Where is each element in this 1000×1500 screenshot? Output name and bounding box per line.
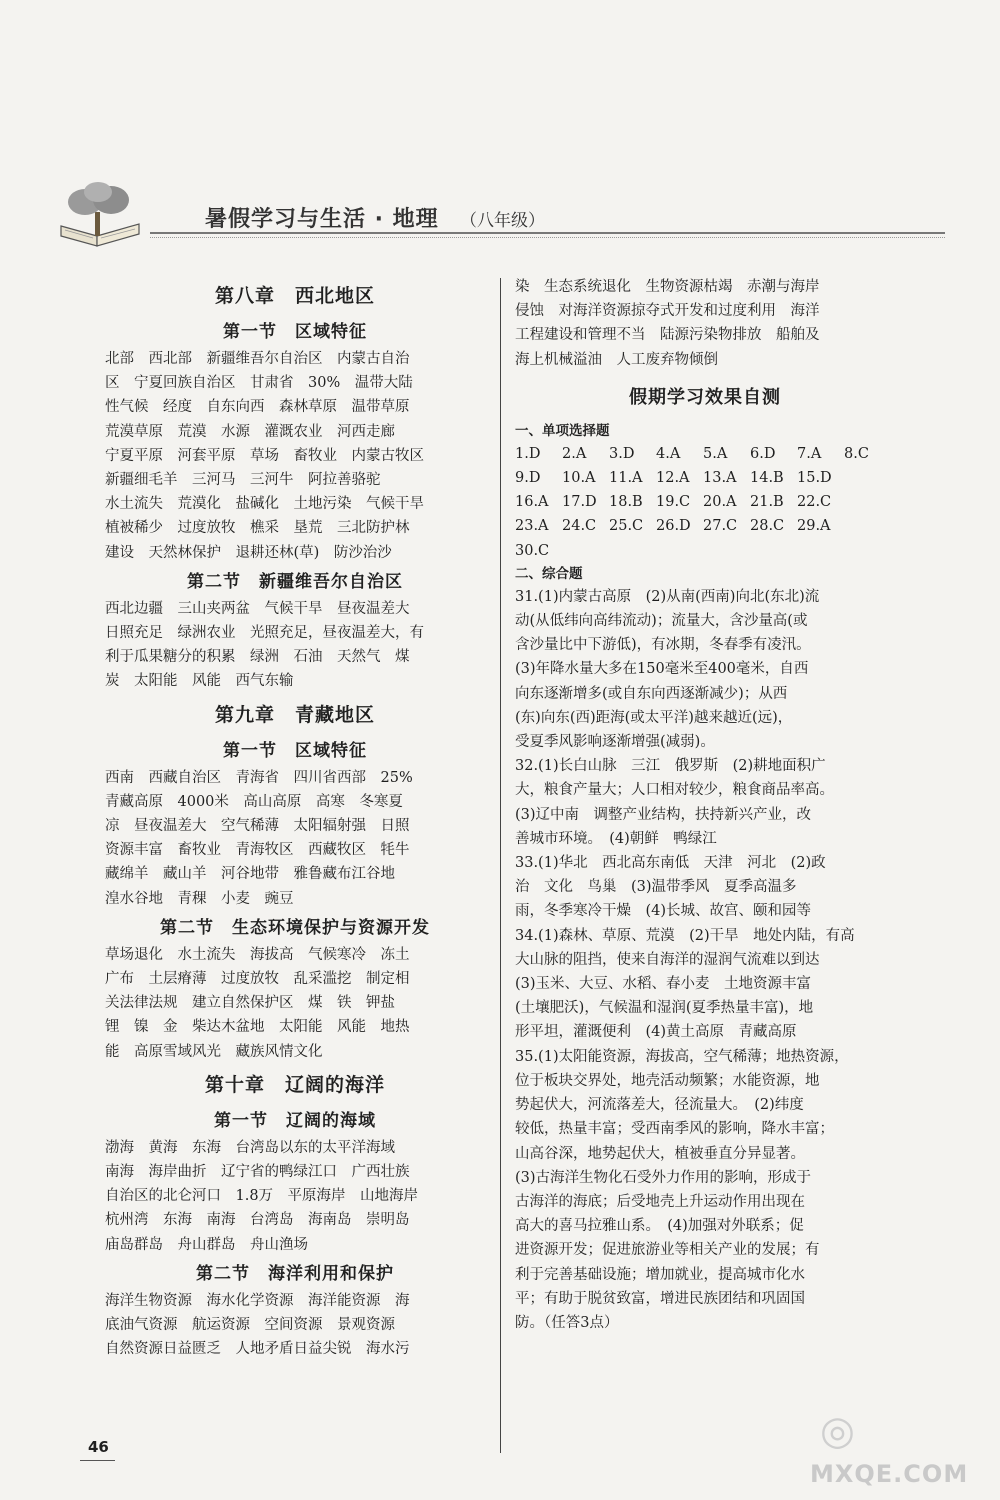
q35-line: 较低，热量丰富；受西南季风的影响，降水丰富； [515,1121,834,1138]
answer-line: 底油气资源 航运资源 空间资源 景观资源 [105,1317,395,1334]
mc-answer: 27.C [703,518,738,535]
q34-line: (3)玉米、大豆、水稻、春小麦 土地资源丰富 [515,976,812,993]
answer-line: 北部 西北部 新疆维吾尔自治区 内蒙古自治 [105,351,410,367]
mc-answer: 15.D [797,470,832,487]
answer-line: 藏绵羊 藏山羊 河谷地带 雅鲁藏布江谷地 [105,866,395,883]
answer-line: 能 高原雪域风光 藏族风情文化 [105,1043,323,1060]
page-header [55,180,945,250]
answer-line: 染 生态系统退化 生物资源枯竭 赤潮与海岸 [515,279,820,295]
q35-line: (3)古海洋生物化石受外力作用的影响，形成于 [515,1169,812,1186]
mc-answer: 21.B [750,494,784,511]
ch8-section-2-title: 第二节 新疆维吾尔自治区 [187,571,403,592]
q31-line: 31.(1)内蒙古高原 (2)从南(西南)向北(东北)流 [515,588,820,605]
ch9-section-1-title: 第一节 区域特征 [223,740,367,761]
answer-line: 性气候 经度 自东向西 森林草原 温带草原 [105,399,410,416]
mc-answer: 25.C [609,518,644,535]
mc-answer: 2.A [562,445,587,462]
watermark-logo-icon: ◎ [820,1408,855,1454]
mc-answer: 4.A [656,445,681,462]
book-title: 暑假学习与生活 · 地理 [205,207,439,232]
mc-answer: 17.D [562,494,597,511]
comprehensive-heading: 二、综合题 [515,565,583,582]
mc-answer: 8.C [844,445,869,462]
page-number-rule [80,1460,115,1461]
q35-line: 位于板块交界处，地壳活动频繁；水能资源，地 [515,1072,820,1089]
ch8-section-1-title: 第一节 区域特征 [223,322,367,342]
mc-answer: 7.A [797,445,822,462]
answer-line: 炭 太阳能 风能 西气东输 [105,673,294,690]
mc-answer: 14.B [750,470,784,487]
answer-line: 南海 海岸曲折 辽宁省的鸭绿江口 广西壮族 [105,1164,410,1181]
grade-label: （八年级） [460,211,545,231]
mc-answer: 16.A [515,494,549,511]
multiple-choice-heading: 一、单项选择题 [515,422,610,439]
mc-answer-row [515,466,895,490]
mc-answer: 28.C [750,518,785,535]
q34-line: (土壤肥沃)，气候温和湿润(夏季热量丰富)，地 [515,1000,814,1017]
answer-line: 凉 昼夜温差大 空气稀薄 太阳辐射强 日照 [105,818,410,835]
q31-line: 受夏季风影响逐渐增强(减弱)。 [515,734,715,751]
header-rule-dotted [150,237,945,238]
mc-answer-row [515,539,895,563]
q32-line: 善城市环境。 (4)朝鲜 鸭绿江 [515,830,717,847]
mc-answer: 19.C [656,494,691,511]
mc-answer-row [515,514,895,538]
mc-answer: 26.D [656,518,691,535]
mc-answer: 11.A [609,470,643,487]
mc-answer: 24.C [562,518,597,535]
q33-line: 雨，冬季寒冷干燥 (4)长城、故宫、颐和园等 [515,903,812,920]
mc-answer: 23.A [515,518,549,535]
answer-line: 草场退化 水土流失 海拔高 气候寒冷 冻土 [105,946,410,963]
q32-line: 32.(1)长白山脉 三江 俄罗斯 (2)耕地面积广 [515,758,826,775]
answer-line: 建设 天然林保护 退耕还林(草) 防沙治沙 [105,544,392,561]
q32-line: 大，粮食产量大；人口相对较少，粮食商品率高。 [515,782,834,799]
chapter-10-title: 第十章 辽阔的海洋 [204,1073,385,1096]
column-divider [500,278,501,1453]
answer-line: 自然资源日益匮乏 人地矛盾日益尖锐 海水污 [105,1341,410,1358]
q35-line: 古海洋的海底；后受地壳上升运动作用出现在 [515,1193,805,1210]
answer-line: 区 宁夏回族自治区 甘肃省 30% 温带大陆 [105,375,413,392]
answer-line: 杭州湾 东海 南海 台湾岛 海南岛 崇明岛 [105,1212,410,1229]
answer-line: 植被稀少 过度放牧 樵采 垦荒 三北防护林 [105,520,410,537]
answer-line: 工程建设和管理不当 陆源污染物排放 船舶及 [515,327,820,344]
answer-line: 渤海 黄海 东海 台湾岛以东的太平洋海域 [105,1139,395,1156]
answer-line: 侵蚀 对海洋资源掠夺式开发和过度利用 海洋 [515,303,820,320]
answer-line: 宁夏平原 河套平原 草场 畜牧业 内蒙古牧区 [105,447,424,464]
mc-answer: 12.A [656,470,690,487]
q34-line: 形平坦，灌溉便利 (4)黄土高原 青藏高原 [515,1024,797,1041]
q35-line: 势起伏大，河流落差大，径流量大。 (2)纬度 [515,1097,804,1114]
mc-answer: 6.D [750,445,776,462]
watermark-text: MXQE.COM [810,1460,969,1488]
header-rule [150,232,945,234]
q33-line: 治 文化 鸟巢 (3)温带季风 夏季高温多 [515,879,797,896]
ch9-section-2-title: 第二节 生态环境保护与资源开发 [160,917,430,938]
q35-line: 高大的喜马拉雅山系。 (4)加强对外联系；促 [515,1218,804,1235]
book-tree-logo-icon [55,180,145,250]
mc-answer: 3.D [609,445,635,462]
mc-answer: 5.A [703,445,728,462]
answer-line: 荒漠草原 荒漠 水源 灌溉农业 河西走廊 [105,423,395,440]
mc-answer-row [515,442,895,466]
q31-line: (3)年降水量大多在150毫米至400毫米，自西 [515,661,809,678]
mc-answer: 30.C [515,542,550,559]
mc-answer: 13.A [703,470,737,487]
chapter-8-title: 第八章 西北地区 [214,285,375,307]
mc-answer: 22.C [797,494,832,511]
mc-answer: 18.B [609,494,643,511]
self-test-title: 假期学习效果自测 [629,386,781,408]
q31-line: 动(从低纬向高纬流动)；流量大，含沙量高(或 [515,613,808,630]
answer-line: 庙岛群岛 舟山群岛 舟山渔场 [105,1236,308,1253]
mc-answer: 10.A [562,470,596,487]
mc-answer: 20.A [703,494,737,511]
q35-line: 防。（任答3点） [515,1314,619,1331]
left-column [105,275,485,1362]
page-number: 46 [88,1438,109,1456]
q31-line: (东)向东(西)距海(或太平洋)越来越近(远)， [515,709,793,726]
right-column [515,275,895,1335]
mc-answer-row [515,490,895,514]
answer-line: 海洋生物资源 海水化学资源 海洋能资源 海 [105,1292,410,1309]
chapter-9-title: 第九章 青藏地区 [214,703,375,726]
ch10-section-1-title: 第一节 辽阔的海域 [214,1110,376,1131]
answer-line: 青藏高原 4000米 高山高原 高寒 冬寒夏 [105,793,403,810]
q35-line: 进资源开发；促进旅游业等相关产业的发展；有 [515,1242,820,1259]
q35-line: 利于完善基础设施；增加就业，提高城市化水 [515,1266,805,1283]
q34-line: 大山脉的阻挡，使来自海洋的湿润气流难以到达 [515,951,820,968]
q35-line: 35.(1)太阳能资源，海拔高，空气稀薄；地热资源， [515,1048,849,1065]
answer-line: 湟水谷地 青稞 小麦 豌豆 [105,890,294,907]
answer-line: 自治区的北仑河口 1.8万 平原海岸 山地海岸 [105,1188,419,1205]
answer-line: 资源丰富 畜牧业 青海牧区 西藏牧区 牦牛 [105,842,410,859]
watermark [810,1408,980,1493]
q31-line: 含沙量比中下游低)，有冰期，冬春季有凌汛。 [515,637,811,654]
mc-answer: 29.A [797,518,831,535]
mc-answer: 9.D [515,470,541,487]
q31-line: 向东逐渐增多(或自东向西逐渐减少)；从西 [515,685,788,702]
q33-line: 33.(1)华北 西北高东南低 天津 河北 (2)政 [515,855,826,872]
q34-line: 34.(1)森林、草原、荒漠 (2)干旱 地处内陆，有高 [515,927,855,944]
answer-line: 利于瓜果糖分的积累 绿洲 石油 天然气 煤 [105,649,410,666]
answer-line: 西北边疆 三山夹两盆 气候干旱 昼夜温差大 [105,600,410,617]
q35-line: 平；有助于脱贫致富，增进民族团结和巩固国 [515,1290,805,1307]
answer-line: 水土流失 荒漠化 盐碱化 土地污染 气候干旱 [105,496,424,513]
mc-answer: 1.D [515,445,541,462]
answer-line: 广布 土层瘠薄 过度放牧 乱采滥挖 制定相 [105,971,410,988]
answer-line: 锂 镍 金 柴达木盆地 太阳能 风能 地热 [105,1019,410,1036]
answer-line: 西南 西藏自治区 青海省 四川省西部 25% [105,769,413,786]
q32-line: (3)辽中南 调整产业结构，扶持新兴产业，改 [515,806,812,823]
answer-line: 日照充足 绿洲农业 光照充足，昼夜温差大，有 [105,625,424,642]
answer-line: 新疆细毛羊 三河马 三河牛 阿拉善骆驼 [105,472,381,489]
answer-line: 海上机械溢油 人工废弃物倾倒 [515,351,718,368]
q35-line: 山高谷深，地势起伏大，植被垂直分异显著。 [515,1145,805,1162]
answer-line: 关法律法规 建立自然保护区 煤 铁 钾盐 [105,995,395,1012]
ch10-section-2-title: 第二节 海洋利用和保护 [196,1263,394,1284]
